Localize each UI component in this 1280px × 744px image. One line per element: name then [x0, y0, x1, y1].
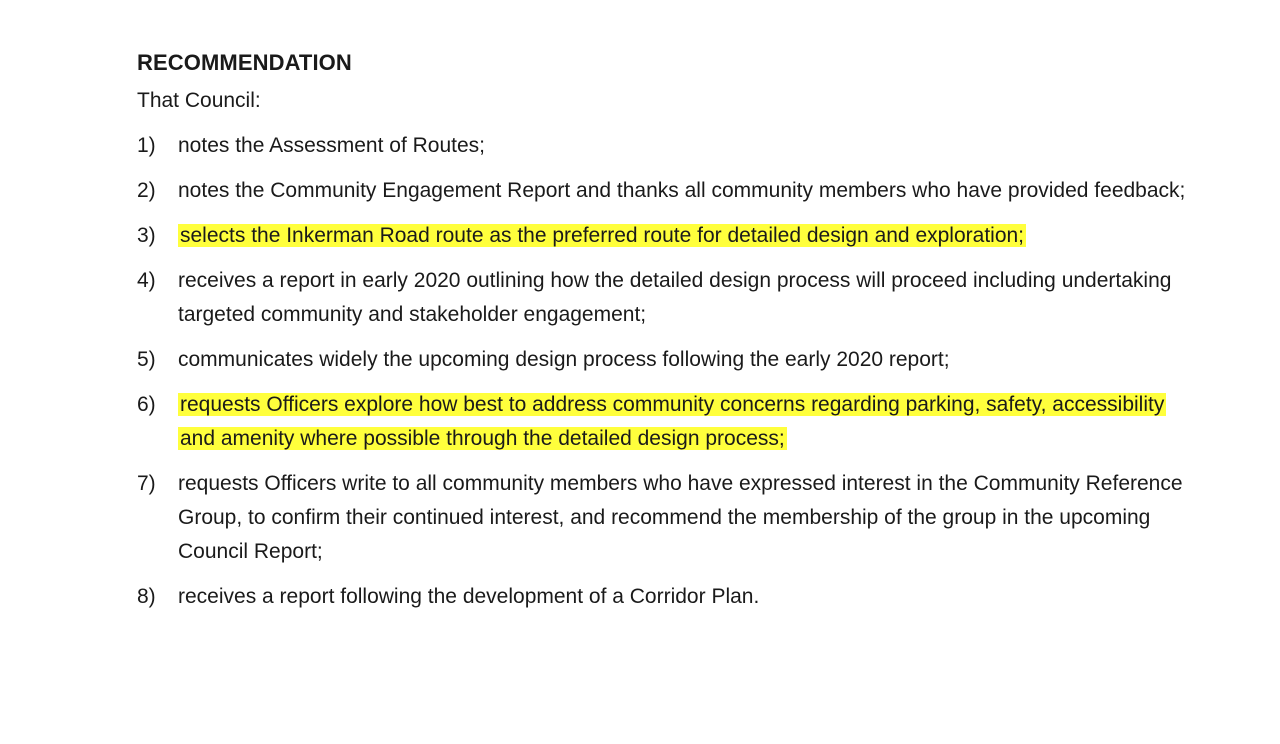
- item-text: receives a report in early 2020 outlining how the detailed design process will proceed including undertaking targeted community and stakeholder engagement;: [178, 269, 1172, 326]
- item-number: 5): [137, 348, 156, 371]
- item-text: requests Officers write to all community members who have expressed interest in the Community Reference Group, to confirm their continued interest, and recommend the membership of the group in the upcoming Council Report;: [178, 472, 1183, 563]
- list-item: [137, 264, 1187, 332]
- item-text: notes the Assessment of Routes;: [178, 134, 486, 157]
- highlighted-item-text: requests Officers explore how best to address community concerns regarding parking, safety, accessibility and amenity where possible through the detailed design process;: [180, 393, 1165, 450]
- item-number: 3): [137, 224, 156, 247]
- item-text: receives a report following the development of a Corridor Plan.: [178, 585, 760, 608]
- recommendation-list: [137, 129, 1187, 614]
- item-text: communicates widely the upcoming design process following the early 2020 report;: [178, 348, 950, 371]
- intro-text: That Council:: [137, 89, 261, 112]
- item-number: 2): [137, 179, 156, 202]
- item-number: 8): [137, 585, 156, 608]
- highlighted-item-text: selects the Inkerman Road route as the preferred route for detailed design and exploration;: [180, 224, 1025, 247]
- item-text: notes the Community Engagement Report and thanks all community members who have provided feedback;: [178, 179, 1186, 202]
- list-item: [137, 388, 1187, 456]
- list-item: [137, 129, 1187, 163]
- section-heading: RECOMMENDATION: [137, 50, 352, 75]
- item-number: 7): [137, 472, 156, 495]
- item-number: 1): [137, 134, 156, 157]
- list-item: [137, 174, 1187, 208]
- list-item: [137, 219, 1187, 253]
- list-item: [137, 343, 1187, 377]
- document-page: [137, 50, 1187, 625]
- item-number: 4): [137, 269, 156, 292]
- list-item: [137, 580, 1187, 614]
- list-item: [137, 467, 1187, 569]
- item-number: 6): [137, 393, 156, 416]
